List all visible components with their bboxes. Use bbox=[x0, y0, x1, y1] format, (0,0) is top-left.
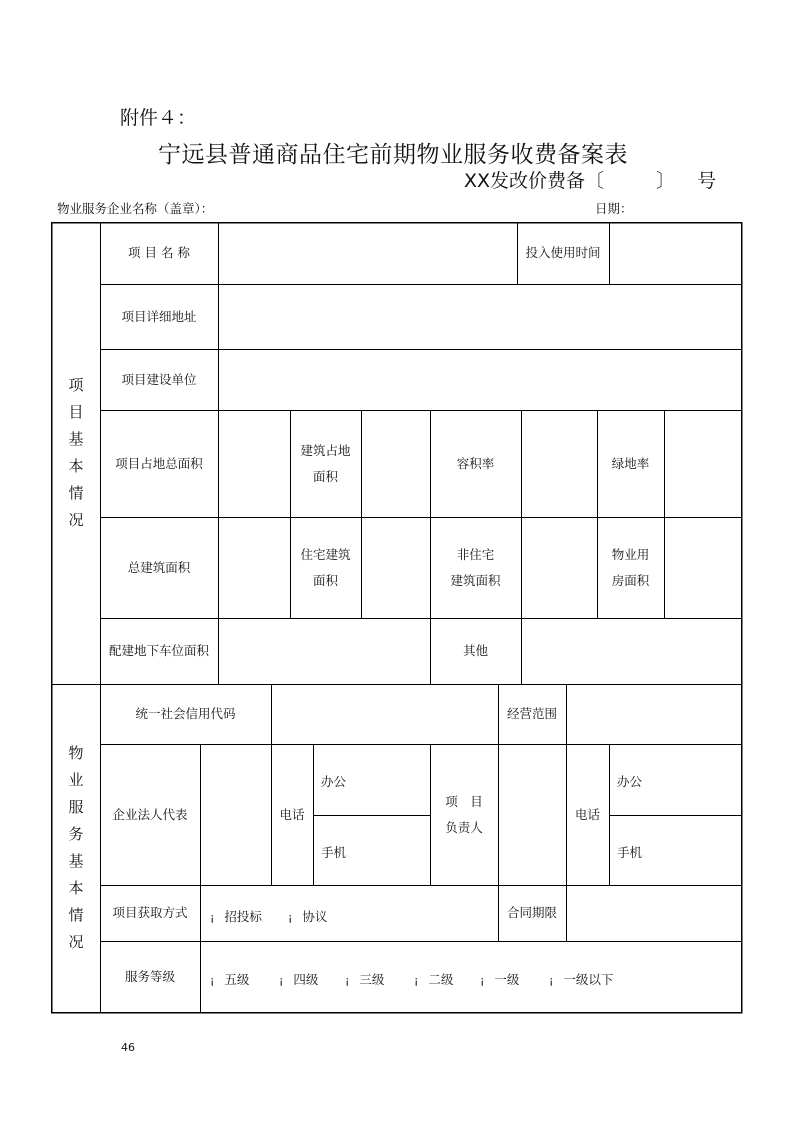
building-footprint-line2: 面积 bbox=[312, 468, 338, 484]
use-time-field[interactable] bbox=[609, 222, 741, 284]
project-manager-line2: 负责人 bbox=[445, 819, 483, 835]
residential-area-label bbox=[290, 517, 361, 618]
section1-char: 况 bbox=[68, 511, 84, 529]
section1-char: 本 bbox=[68, 457, 84, 475]
project-name-label: 项 目 名 称 bbox=[128, 245, 190, 260]
project-manager-field[interactable] bbox=[498, 744, 566, 885]
total-area-label: 总建筑面积 bbox=[127, 559, 191, 575]
total-area-field[interactable] bbox=[218, 517, 290, 618]
radio-mark-icon: ¡ bbox=[345, 974, 350, 987]
parking-area-field[interactable] bbox=[218, 618, 430, 684]
option-label: 三级 bbox=[359, 972, 385, 987]
non-residential-line2: 建筑面积 bbox=[450, 572, 501, 588]
mgmt-room-line1: 物业用 bbox=[611, 546, 650, 562]
other-label: 其他 bbox=[462, 643, 488, 658]
business-scope-field[interactable] bbox=[566, 684, 741, 744]
non-residential-line1: 非住宅 bbox=[456, 546, 495, 562]
parking-area-label: 配建地下车位面积 bbox=[108, 643, 209, 658]
level-option-3[interactable] bbox=[345, 970, 384, 988]
radio-mark-icon: ¡ bbox=[210, 974, 215, 987]
plot-ratio-field[interactable] bbox=[521, 410, 597, 517]
address-field[interactable] bbox=[218, 284, 741, 349]
form-title: 宁远县普通商品住宅前期物业服务收费备案表 bbox=[158, 142, 628, 168]
green-ratio-label: 绿地率 bbox=[611, 455, 650, 471]
residential-area-line2: 面积 bbox=[312, 572, 338, 588]
level-option-below-1[interactable] bbox=[549, 970, 613, 988]
acquisition-option-bidding[interactable] bbox=[210, 907, 262, 925]
contract-term-field[interactable] bbox=[566, 885, 741, 941]
section2-char: 物 bbox=[68, 744, 84, 762]
project-name-field[interactable] bbox=[218, 222, 517, 284]
level-option-4[interactable] bbox=[279, 970, 318, 988]
green-ratio-field[interactable] bbox=[664, 410, 741, 517]
section2-char: 基 bbox=[68, 852, 84, 870]
radio-mark-icon: ¡ bbox=[414, 974, 419, 987]
option-label: 协议 bbox=[302, 909, 328, 924]
legal-rep-mobile-phone[interactable] bbox=[313, 815, 430, 885]
section-service-basic-info-label bbox=[51, 684, 101, 1012]
option-label: 招投标 bbox=[224, 909, 262, 924]
business-scope-label: 经营范围 bbox=[506, 706, 557, 721]
credit-code-field[interactable] bbox=[271, 684, 498, 744]
radio-mark-icon: ¡ bbox=[549, 974, 554, 987]
section2-char: 况 bbox=[68, 933, 84, 951]
option-label: 二级 bbox=[428, 972, 454, 987]
date-label: 日期： bbox=[595, 201, 633, 216]
radio-mark-icon: ¡ bbox=[288, 911, 293, 924]
option-label: 四级 bbox=[293, 972, 319, 987]
mobile-label: 手机 bbox=[321, 845, 347, 860]
section-project-basic-info-label bbox=[51, 222, 101, 684]
contract-term-label: 合同期限 bbox=[506, 905, 557, 920]
project-manager-line1: 项 目 bbox=[445, 793, 483, 809]
credit-code-label: 统一社会信用代码 bbox=[135, 706, 236, 721]
option-label: 一级 bbox=[494, 972, 520, 987]
land-area-label: 项目占地总面积 bbox=[115, 455, 203, 471]
section1-char: 目 bbox=[68, 403, 84, 421]
company-name-label: 物业服务企业名称（盖章）： bbox=[57, 201, 214, 216]
legal-rep-office-phone[interactable] bbox=[313, 744, 430, 815]
section2-char: 服 bbox=[68, 798, 84, 816]
level-option-5[interactable] bbox=[210, 970, 249, 988]
option-label: 五级 bbox=[224, 972, 250, 987]
address-label: 项目详细地址 bbox=[121, 308, 197, 324]
attachment-label: 附件４： bbox=[120, 107, 197, 129]
section1-char: 情 bbox=[68, 484, 84, 502]
radio-mark-icon: ¡ bbox=[210, 911, 215, 924]
plot-ratio-label: 容积率 bbox=[456, 455, 495, 471]
mgmt-room-line2: 房面积 bbox=[611, 572, 650, 588]
section2-char: 务 bbox=[68, 825, 84, 843]
doc-number-suffix: 号 bbox=[697, 170, 717, 192]
legal-rep-field[interactable] bbox=[200, 744, 271, 885]
radio-mark-icon: ¡ bbox=[279, 974, 284, 987]
non-residential-area-field[interactable] bbox=[521, 517, 597, 618]
residential-area-line1: 住宅建筑 bbox=[300, 546, 351, 562]
mgmt-room-area-field[interactable] bbox=[664, 517, 741, 618]
land-area-field[interactable] bbox=[218, 410, 290, 517]
acquisition-option-agreement[interactable] bbox=[288, 907, 327, 925]
service-level-label: 服务等级 bbox=[124, 968, 175, 984]
mgmt-room-area-label bbox=[597, 517, 664, 618]
developer-field[interactable] bbox=[218, 349, 741, 410]
manager-office-phone[interactable] bbox=[609, 744, 741, 815]
acquisition-label: 项目获取方式 bbox=[112, 905, 188, 920]
developer-label: 项目建设单位 bbox=[121, 371, 197, 387]
non-residential-area-label bbox=[430, 517, 521, 618]
use-time-label: 投入使用时间 bbox=[525, 245, 601, 260]
level-option-2[interactable] bbox=[414, 970, 453, 988]
option-label: 一级以下 bbox=[563, 972, 614, 987]
office-label: 办公 bbox=[321, 774, 347, 789]
legal-rep-label: 企业法人代表 bbox=[112, 806, 188, 822]
building-footprint-line1: 建筑占地 bbox=[300, 442, 351, 458]
level-option-1[interactable] bbox=[480, 970, 519, 988]
building-footprint-label bbox=[290, 410, 361, 517]
manager-phone-label: 电话 bbox=[574, 806, 600, 822]
mobile-label: 手机 bbox=[617, 845, 643, 860]
section2-char: 本 bbox=[68, 879, 84, 897]
manager-mobile-phone[interactable] bbox=[609, 815, 741, 885]
other-field[interactable] bbox=[521, 618, 741, 684]
building-footprint-field[interactable] bbox=[361, 410, 430, 517]
page-number: 46 bbox=[121, 1041, 135, 1054]
project-manager-label bbox=[430, 744, 498, 885]
legal-rep-phone-label: 电话 bbox=[279, 806, 305, 822]
section1-char: 项 bbox=[68, 376, 84, 394]
radio-mark-icon: ¡ bbox=[480, 974, 485, 987]
section2-char: 业 bbox=[68, 771, 84, 789]
office-label: 办公 bbox=[617, 774, 643, 789]
section1-char: 基 bbox=[68, 430, 84, 448]
doc-number-prefix: XX发改价费备〔 bbox=[464, 170, 605, 192]
residential-area-field[interactable] bbox=[361, 517, 430, 618]
section2-char: 情 bbox=[68, 906, 84, 924]
doc-number-close: 〕 bbox=[656, 170, 676, 192]
